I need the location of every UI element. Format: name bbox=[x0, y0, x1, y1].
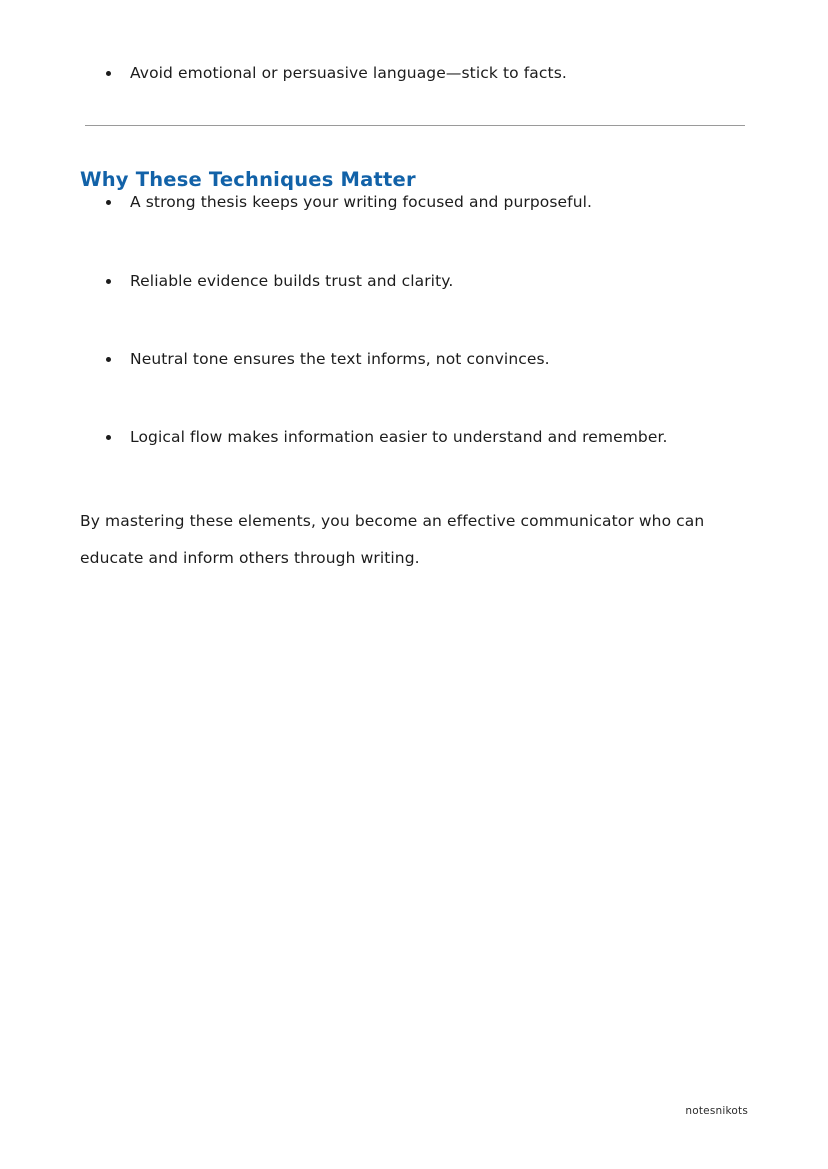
bullet-dot-icon bbox=[106, 435, 111, 440]
techniques-bullet-list bbox=[80, 191, 748, 449]
list-item bbox=[80, 270, 748, 293]
list-item-text: A strong thesis keeps your writing focused and purposeful. bbox=[130, 193, 593, 212]
list-item-text: Logical flow makes information easier to understand and remember. bbox=[130, 428, 668, 446]
footer-watermark: notesnikots bbox=[685, 1105, 748, 1117]
list-item bbox=[80, 348, 748, 371]
list-item bbox=[80, 191, 748, 214]
bullet-dot-icon bbox=[106, 279, 111, 284]
list-item-text: Avoid emotional or persuasive language—stick to facts. bbox=[130, 64, 567, 82]
horizontal-rule bbox=[85, 125, 745, 126]
bullet-dot-icon bbox=[106, 357, 111, 362]
list-item bbox=[80, 426, 748, 449]
bullet-dot-icon bbox=[106, 200, 111, 205]
bullet-dot-icon bbox=[106, 71, 111, 76]
top-bullet-list bbox=[80, 62, 748, 85]
list-item-text: Reliable evidence builds trust and clarity. bbox=[130, 271, 454, 290]
document-body bbox=[80, 62, 748, 576]
page-title: Why These Techniques Matter bbox=[80, 168, 416, 192]
closing-paragraph: By mastering these elements, you become an effective communicator who can educate and inform others through writing. bbox=[80, 512, 705, 567]
list-item-text: Neutral tone ensures the text informs, not convinces. bbox=[130, 349, 550, 368]
list-item bbox=[80, 62, 748, 85]
